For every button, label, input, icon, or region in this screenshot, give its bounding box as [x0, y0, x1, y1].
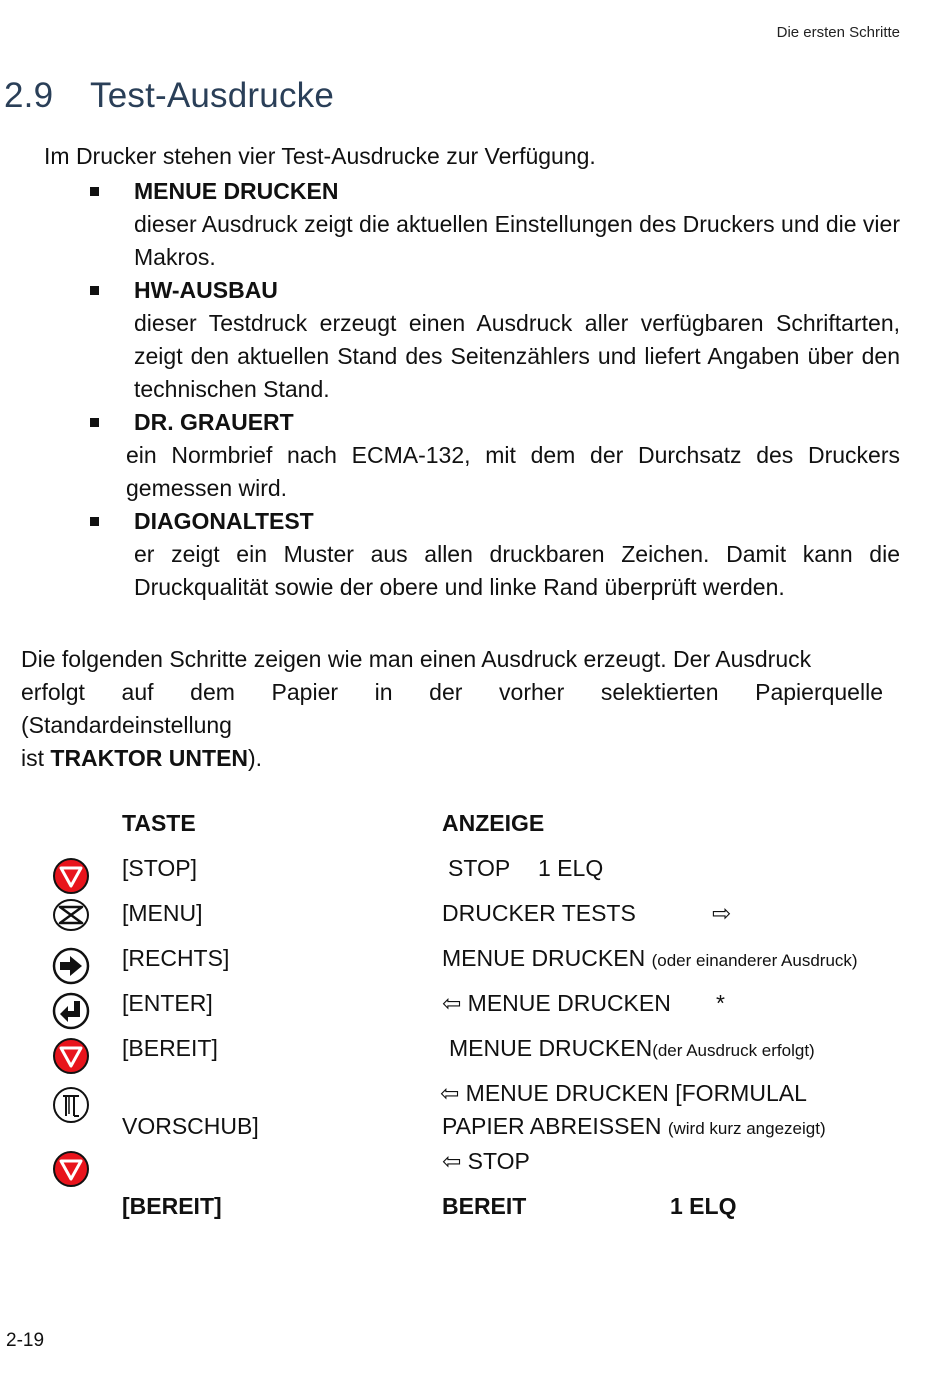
list-item	[90, 505, 900, 604]
key-label: [MENU]	[122, 900, 203, 926]
test-name: MENUE DRUCKEN	[134, 178, 339, 204]
right-arrow-icon	[52, 947, 90, 985]
table-row	[0, 990, 950, 1035]
key-label: [STOP]	[122, 855, 197, 881]
list-item	[90, 274, 900, 406]
test-name: HW-AUSBAU	[134, 277, 278, 303]
section-title-text: Test-Ausdrucke	[90, 76, 335, 115]
section-title	[4, 76, 334, 116]
paragraph-line: erfolgt auf dem Papier in der vorher selektierten Papierquelle	[21, 679, 883, 705]
display-text: DRUCKER TESTS	[442, 900, 636, 926]
test-name: DR. GRAUERT	[134, 409, 294, 435]
table-row	[0, 1193, 950, 1238]
steps-table	[0, 810, 950, 1238]
display-extra: 1 ELQ	[670, 1193, 737, 1219]
display-extra: 1 ELQ	[538, 855, 604, 881]
section-number: 2.9	[4, 76, 54, 115]
test-name: DIAGONALTEST	[134, 508, 314, 534]
table-row	[0, 1035, 950, 1080]
key-label: [BEREIT]	[122, 1193, 222, 1219]
right-arrow-outline-icon: ⇨	[712, 900, 732, 926]
display-text-line2: PAPIER ABREISSEN (wird kurz angezeigt)	[442, 1113, 826, 1139]
key-label: [BEREIT]	[122, 1035, 218, 1061]
paragraph-line: (Standardeinstellung	[21, 712, 232, 738]
column-header-key: TASTE	[122, 810, 196, 836]
test-list	[90, 175, 900, 604]
test-description: ein Normbrief nach ECMA-132, mit dem der Durchsatz des Druckers gemessen wird.	[126, 442, 900, 501]
menu-hourglass-icon	[52, 896, 90, 934]
bullet-icon	[90, 187, 99, 196]
paragraph-line: Die folgenden Schritte zeigen wie man einen Ausdruck erzeugt. Der Ausdruck	[21, 646, 812, 672]
display-text: BEREIT	[442, 1193, 527, 1219]
table-row	[0, 1148, 950, 1193]
column-header-display: ANZEIGE	[442, 810, 545, 836]
test-description: er zeigt ein Muster aus allen druckbaren Zeichen. Damit kann die Druckqualität sowie der obere und linke Rand überprüft werden.	[134, 541, 900, 600]
display-note: (oder einanderer Ausdruck)	[651, 951, 858, 970]
intro-text: Im Drucker stehen vier Test-Ausdrucke zur Verfügung.	[44, 143, 596, 169]
running-header: Die ersten Schritte	[776, 24, 900, 41]
test-description: dieser Ausdruck zeigt die aktuellen Einstellungen des Druckers und die vier Makros.	[134, 211, 900, 270]
stop-triangle-icon	[52, 857, 90, 895]
key-label: VORSCHUB]	[122, 1113, 259, 1139]
stop-triangle-icon	[52, 1150, 90, 1188]
display-note: (der Ausdruck erfolgt)	[652, 1041, 815, 1060]
page-number: 2-19	[6, 1330, 45, 1351]
display-text: MENUE DRUCKEN (oder einanderer Ausdruck)	[442, 945, 858, 971]
test-description: dieser Testdruck erzeugt einen Ausdruck aller verfügbaren Schriftarten, zeigt den aktuellen Stand des Seitenzählers und liefert Angaben über den technischen Stand.	[134, 310, 900, 402]
display-text: STOP	[448, 855, 511, 881]
bullet-icon	[90, 286, 99, 295]
table-row	[0, 855, 950, 900]
bullet-icon	[90, 517, 99, 526]
form-feed-icon	[52, 1086, 90, 1124]
display-text: ⇦ MENUE DRUCKEN	[442, 990, 671, 1016]
table-row	[0, 1080, 950, 1148]
list-item	[90, 175, 900, 274]
display-text: MENUE DRUCKEN(der Ausdruck erfolgt)	[449, 1035, 815, 1061]
display-extra: *	[716, 990, 725, 1016]
steps-intro-paragraph	[21, 643, 883, 775]
display-text: ⇦ STOP	[442, 1148, 530, 1174]
display-note: (wird kurz angezeigt)	[667, 1119, 826, 1138]
stop-triangle-icon	[52, 1037, 90, 1075]
table-row	[0, 945, 950, 990]
bullet-icon	[90, 418, 99, 427]
display-text: ⇦ MENUE DRUCKEN [FORMULAL	[440, 1080, 807, 1106]
key-label: [RECHTS]	[122, 945, 230, 971]
paragraph-line: ist TRAKTOR UNTEN).	[21, 745, 263, 771]
enter-icon	[52, 992, 90, 1030]
list-item	[90, 406, 900, 505]
table-header-row	[0, 810, 950, 855]
key-label: [ENTER]	[122, 990, 213, 1016]
table-row	[0, 900, 950, 945]
default-paper-source: TRAKTOR UNTEN	[50, 745, 249, 771]
